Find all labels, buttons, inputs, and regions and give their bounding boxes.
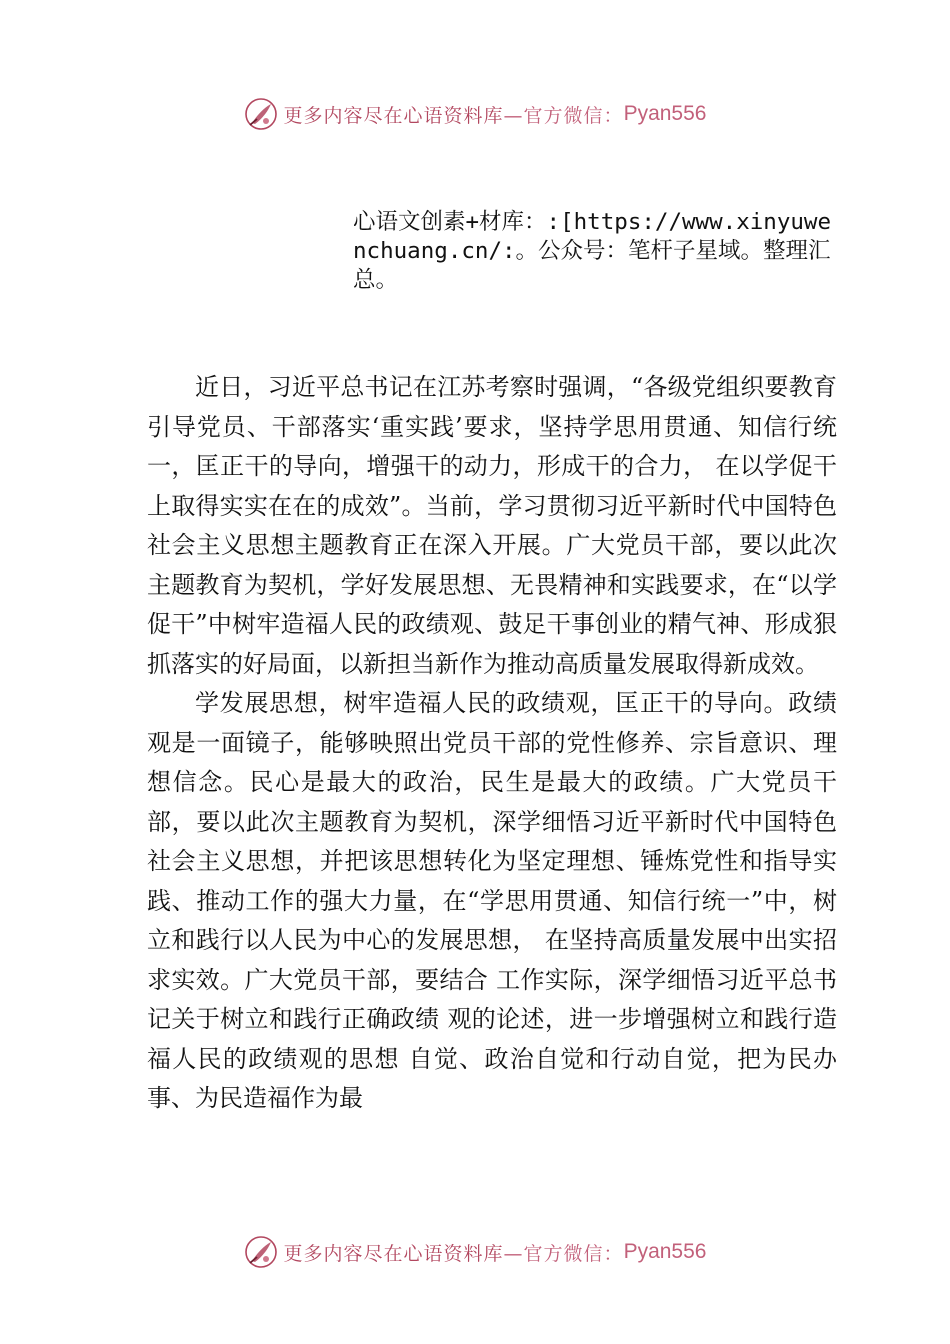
header-banner [0,94,950,134]
article-body [147,368,837,1119]
footer-banner [0,1232,950,1272]
banner-separator-text: —官方微信： [503,1242,624,1265]
banner-separator-text: —官方微信： [503,104,624,127]
article-paragraph-1: 近日，习近平总书记在江苏考察时强调，“各级党组织要教育引导党员、干部落实‘重实践’要求，坚持学思用贯通、知信行统一，匡正干的导向，增强干的动力，形成干的合力， 在以学促干上取得实实在在的成效”。当前，学习贯彻习近平新时代中国特色社会主义思想主题教育正在深入开展。广大党员干部，要以此次主题教育为契机，学好发展思想、无畏精神和实践要求，在“以学促干”中树牢造福人民的政绩观、鼓足干事创业的精气神、形成狠抓落实的好局面，以新担当新作为推动高质量发展取得新成效。 [147,373,837,678]
quill-logo-icon [244,1235,278,1269]
quill-logo-icon [244,97,278,131]
banner-wechat-id: Pyan556 [623,102,707,125]
source-note: 心语文创素+材库：:[https://www.xinyuwenchuang.cn/:。公众号：笔杆子星域。整理汇总。 [353,209,832,293]
article-paragraph-2: 学发展思想，树牢造福人民的政绩观，匡正干的导向。政绩观是一面镜子，能够映照出党员干部的党性修养、宗旨意识、理想信念。民心是最大的政治，民生是最大的政绩。广大党员干部，要以此次主题教育为契机，深学细悟习近平新时代中国特色社会主义思想，并把该思想转化为坚定理想、锤炼党性和指导实践、推动工作的强大力量，在“学思用贯通、知信行统一”中，树立和践行以人民为中心的发展思想， 在坚持高质量发展中出实招求实效。广大党员干部，要结合 工作实际，深学细悟习近平总书记关于树立和践行正确政绩 观的论述，进一步增强树立和践行造福人民的政绩观的思想 自觉、政治自觉和行动自觉，把为民办事、为民造福作为最 [147,689,837,1112]
banner-brand-text: 更多内容尽在心语资料库 [283,104,504,127]
banner-wechat-id: Pyan556 [623,1240,707,1263]
banner-brand-text: 更多内容尽在心语资料库 [283,1242,504,1265]
